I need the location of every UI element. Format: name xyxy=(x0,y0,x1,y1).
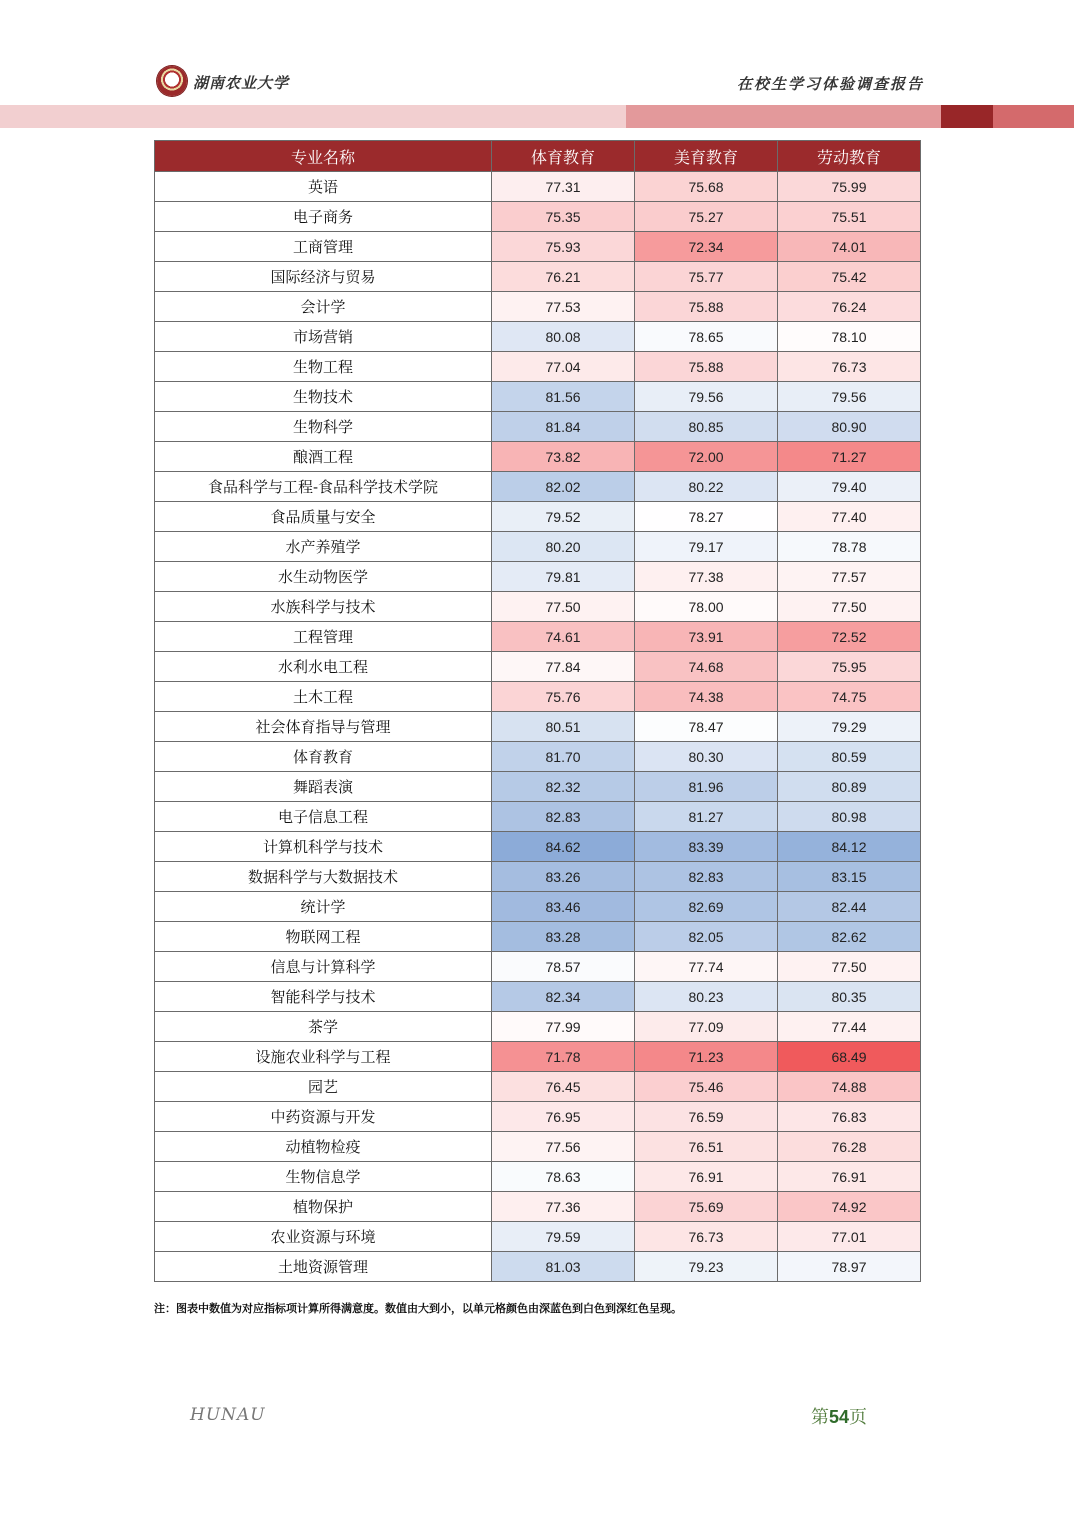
major-name-cell: 数据科学与大数据技术 xyxy=(155,862,492,892)
aesthetic-score-cell: 77.09 xyxy=(635,1012,778,1042)
aesthetic-score-cell: 79.23 xyxy=(635,1252,778,1282)
aesthetic-score-cell: 78.00 xyxy=(635,592,778,622)
table-row xyxy=(155,1222,921,1252)
labor-score-cell: 77.57 xyxy=(778,562,921,592)
university-seal-icon xyxy=(157,66,187,96)
table-row xyxy=(155,442,921,472)
pe-score-cell: 78.57 xyxy=(492,952,635,982)
table-row xyxy=(155,322,921,352)
labor-score-cell: 76.73 xyxy=(778,352,921,382)
table-row xyxy=(155,412,921,442)
table-row xyxy=(155,1072,921,1102)
pe-score-cell: 73.82 xyxy=(492,442,635,472)
labor-score-cell: 76.28 xyxy=(778,1132,921,1162)
aesthetic-score-cell: 82.69 xyxy=(635,892,778,922)
aesthetic-score-cell: 74.68 xyxy=(635,652,778,682)
pe-score-cell: 84.62 xyxy=(492,832,635,862)
pe-score-cell: 77.84 xyxy=(492,652,635,682)
aesthetic-score-cell: 78.47 xyxy=(635,712,778,742)
pe-score-cell: 71.78 xyxy=(492,1042,635,1072)
pe-score-cell: 82.34 xyxy=(492,982,635,1012)
page-number xyxy=(811,1403,867,1429)
major-name-cell: 电子商务 xyxy=(155,202,492,232)
table-row xyxy=(155,802,921,832)
pe-score-cell: 76.45 xyxy=(492,1072,635,1102)
table-row xyxy=(155,232,921,262)
labor-score-cell: 79.40 xyxy=(778,472,921,502)
labor-score-cell: 80.89 xyxy=(778,772,921,802)
aesthetic-score-cell: 76.91 xyxy=(635,1162,778,1192)
table-row xyxy=(155,622,921,652)
major-name-cell: 舞蹈表演 xyxy=(155,772,492,802)
major-name-cell: 水利水电工程 xyxy=(155,652,492,682)
pe-score-cell: 75.35 xyxy=(492,202,635,232)
aesthetic-score-cell: 79.17 xyxy=(635,532,778,562)
aesthetic-score-cell: 75.69 xyxy=(635,1192,778,1222)
major-name-cell: 中药资源与开发 xyxy=(155,1102,492,1132)
major-name-cell: 社会体育指导与管理 xyxy=(155,712,492,742)
pe-score-cell: 76.95 xyxy=(492,1102,635,1132)
page-number-value: 54 xyxy=(829,1407,850,1427)
table-row xyxy=(155,982,921,1012)
labor-score-cell: 74.88 xyxy=(778,1072,921,1102)
aesthetic-score-cell: 75.88 xyxy=(635,292,778,322)
table-row xyxy=(155,712,921,742)
aesthetic-score-cell: 80.85 xyxy=(635,412,778,442)
labor-score-cell: 83.15 xyxy=(778,862,921,892)
pe-score-cell: 83.46 xyxy=(492,892,635,922)
pe-score-cell: 82.83 xyxy=(492,802,635,832)
pe-score-cell: 79.52 xyxy=(492,502,635,532)
table-note: 注：图表中数值为对应指标项计算所得满意度。数值由大到小，以单元格颜色由深蓝色到白色到深红色呈现。 xyxy=(154,1302,682,1315)
major-name-cell: 计算机科学与技术 xyxy=(155,832,492,862)
aesthetic-score-cell: 75.46 xyxy=(635,1072,778,1102)
pe-score-cell: 75.76 xyxy=(492,682,635,712)
table-row xyxy=(155,922,921,952)
pe-score-cell: 79.81 xyxy=(492,562,635,592)
major-name-cell: 设施农业科学与工程 xyxy=(155,1042,492,1072)
labor-score-cell: 75.95 xyxy=(778,652,921,682)
aesthetic-score-cell: 73.91 xyxy=(635,622,778,652)
pe-score-cell: 77.53 xyxy=(492,292,635,322)
labor-score-cell: 72.52 xyxy=(778,622,921,652)
major-name-cell: 土木工程 xyxy=(155,682,492,712)
table-row xyxy=(155,292,921,322)
pe-score-cell: 77.04 xyxy=(492,352,635,382)
pe-score-cell: 81.56 xyxy=(492,382,635,412)
table-row xyxy=(155,862,921,892)
pe-score-cell: 76.21 xyxy=(492,262,635,292)
pe-score-cell: 75.93 xyxy=(492,232,635,262)
aesthetic-score-cell: 75.88 xyxy=(635,352,778,382)
aesthetic-score-cell: 76.51 xyxy=(635,1132,778,1162)
table-row xyxy=(155,352,921,382)
major-name-cell: 工程管理 xyxy=(155,622,492,652)
header-major-name: 专业名称 xyxy=(155,141,492,172)
aesthetic-score-cell: 78.65 xyxy=(635,322,778,352)
satisfaction-heatmap-table xyxy=(154,140,921,1282)
labor-score-cell: 82.62 xyxy=(778,922,921,952)
major-name-cell: 统计学 xyxy=(155,892,492,922)
pe-score-cell: 81.70 xyxy=(492,742,635,772)
pe-score-cell: 83.28 xyxy=(492,922,635,952)
table-row xyxy=(155,1192,921,1222)
labor-score-cell: 77.50 xyxy=(778,952,921,982)
page-suffix: 页 xyxy=(849,1407,868,1428)
header-band-mid xyxy=(626,105,941,128)
pe-score-cell: 77.50 xyxy=(492,592,635,622)
major-name-cell: 土地资源管理 xyxy=(155,1252,492,1282)
aesthetic-score-cell: 80.30 xyxy=(635,742,778,772)
labor-score-cell: 75.42 xyxy=(778,262,921,292)
aesthetic-score-cell: 74.38 xyxy=(635,682,778,712)
labor-score-cell: 77.50 xyxy=(778,592,921,622)
aesthetic-score-cell: 71.23 xyxy=(635,1042,778,1072)
pe-score-cell: 78.63 xyxy=(492,1162,635,1192)
aesthetic-score-cell: 79.56 xyxy=(635,382,778,412)
table-row xyxy=(155,682,921,712)
aesthetic-score-cell: 75.68 xyxy=(635,172,778,202)
header-band-light xyxy=(0,105,626,128)
pe-score-cell: 80.08 xyxy=(492,322,635,352)
aesthetic-score-cell: 78.27 xyxy=(635,502,778,532)
table-row xyxy=(155,262,921,292)
table-row xyxy=(155,502,921,532)
page-header xyxy=(0,0,1074,130)
labor-score-cell: 71.27 xyxy=(778,442,921,472)
labor-score-cell: 80.98 xyxy=(778,802,921,832)
table-row xyxy=(155,1252,921,1282)
table-row xyxy=(155,472,921,502)
pe-score-cell: 81.84 xyxy=(492,412,635,442)
pe-score-cell: 77.56 xyxy=(492,1132,635,1162)
pe-score-cell: 77.31 xyxy=(492,172,635,202)
labor-score-cell: 74.75 xyxy=(778,682,921,712)
major-name-cell: 水生动物医学 xyxy=(155,562,492,592)
table-row xyxy=(155,382,921,412)
table-row xyxy=(155,1132,921,1162)
major-name-cell: 会计学 xyxy=(155,292,492,322)
labor-score-cell: 74.92 xyxy=(778,1192,921,1222)
aesthetic-score-cell: 77.74 xyxy=(635,952,778,982)
major-name-cell: 食品科学与工程-食品科学技术学院 xyxy=(155,472,492,502)
labor-score-cell: 77.44 xyxy=(778,1012,921,1042)
aesthetic-score-cell: 80.22 xyxy=(635,472,778,502)
pe-score-cell: 80.20 xyxy=(492,532,635,562)
table-row xyxy=(155,1162,921,1192)
labor-score-cell: 80.59 xyxy=(778,742,921,772)
major-name-cell: 电子信息工程 xyxy=(155,802,492,832)
labor-score-cell: 74.01 xyxy=(778,232,921,262)
labor-score-cell: 76.83 xyxy=(778,1102,921,1132)
labor-score-cell: 79.56 xyxy=(778,382,921,412)
labor-score-cell: 78.97 xyxy=(778,1252,921,1282)
labor-score-cell: 84.12 xyxy=(778,832,921,862)
labor-score-cell: 78.78 xyxy=(778,532,921,562)
major-name-cell: 生物信息学 xyxy=(155,1162,492,1192)
report-title: 在校生学习体验调查报告 xyxy=(736,75,924,93)
header-labor: 劳动教育 xyxy=(778,141,921,172)
major-name-cell: 食品质量与安全 xyxy=(155,502,492,532)
aesthetic-score-cell: 72.34 xyxy=(635,232,778,262)
major-name-cell: 英语 xyxy=(155,172,492,202)
labor-score-cell: 76.24 xyxy=(778,292,921,322)
labor-score-cell: 75.51 xyxy=(778,202,921,232)
labor-score-cell: 80.90 xyxy=(778,412,921,442)
aesthetic-score-cell: 76.59 xyxy=(635,1102,778,1132)
major-name-cell: 茶学 xyxy=(155,1012,492,1042)
major-name-cell: 水产养殖学 xyxy=(155,532,492,562)
major-name-cell: 生物工程 xyxy=(155,352,492,382)
table-row xyxy=(155,1012,921,1042)
aesthetic-score-cell: 75.77 xyxy=(635,262,778,292)
pe-score-cell: 77.99 xyxy=(492,1012,635,1042)
labor-score-cell: 76.91 xyxy=(778,1162,921,1192)
header-pe: 体育教育 xyxy=(492,141,635,172)
major-name-cell: 体育教育 xyxy=(155,742,492,772)
major-name-cell: 园艺 xyxy=(155,1072,492,1102)
header-band-red xyxy=(993,105,1074,128)
aesthetic-score-cell: 76.73 xyxy=(635,1222,778,1252)
header-aesthetic: 美育教育 xyxy=(635,141,778,172)
pe-score-cell: 79.59 xyxy=(492,1222,635,1252)
school-name: 湖南农业大学 xyxy=(193,74,290,92)
pe-score-cell: 80.51 xyxy=(492,712,635,742)
page-prefix: 第 xyxy=(811,1407,829,1428)
pe-score-cell: 82.02 xyxy=(492,472,635,502)
aesthetic-score-cell: 81.27 xyxy=(635,802,778,832)
major-name-cell: 生物科学 xyxy=(155,412,492,442)
labor-score-cell: 79.29 xyxy=(778,712,921,742)
major-name-cell: 动植物检疫 xyxy=(155,1132,492,1162)
table-row xyxy=(155,832,921,862)
labor-score-cell: 77.01 xyxy=(778,1222,921,1252)
header-band-dark xyxy=(941,105,993,128)
table-row xyxy=(155,532,921,562)
table-row xyxy=(155,892,921,922)
aesthetic-score-cell: 75.27 xyxy=(635,202,778,232)
aesthetic-score-cell: 82.05 xyxy=(635,922,778,952)
table-row xyxy=(155,652,921,682)
pe-score-cell: 82.32 xyxy=(492,772,635,802)
table-row xyxy=(155,172,921,202)
major-name-cell: 农业资源与环境 xyxy=(155,1222,492,1252)
table-row xyxy=(155,562,921,592)
labor-score-cell: 77.40 xyxy=(778,502,921,532)
major-name-cell: 植物保护 xyxy=(155,1192,492,1222)
table-row xyxy=(155,1042,921,1072)
table-row xyxy=(155,202,921,232)
aesthetic-score-cell: 82.83 xyxy=(635,862,778,892)
pe-score-cell: 81.03 xyxy=(492,1252,635,1282)
major-name-cell: 信息与计算科学 xyxy=(155,952,492,982)
aesthetic-score-cell: 80.23 xyxy=(635,982,778,1012)
major-name-cell: 酿酒工程 xyxy=(155,442,492,472)
major-name-cell: 工商管理 xyxy=(155,232,492,262)
aesthetic-score-cell: 83.39 xyxy=(635,832,778,862)
major-name-cell: 市场营销 xyxy=(155,322,492,352)
aesthetic-score-cell: 77.38 xyxy=(635,562,778,592)
major-name-cell: 水族科学与技术 xyxy=(155,592,492,622)
labor-score-cell: 68.49 xyxy=(778,1042,921,1072)
table-row xyxy=(155,772,921,802)
major-name-cell: 物联网工程 xyxy=(155,922,492,952)
labor-score-cell: 82.44 xyxy=(778,892,921,922)
aesthetic-score-cell: 81.96 xyxy=(635,772,778,802)
major-name-cell: 生物技术 xyxy=(155,382,492,412)
footer-logo-text: HUNAU xyxy=(190,1405,266,1425)
labor-score-cell: 78.10 xyxy=(778,322,921,352)
major-name-cell: 智能科学与技术 xyxy=(155,982,492,1012)
labor-score-cell: 75.99 xyxy=(778,172,921,202)
pe-score-cell: 77.36 xyxy=(492,1192,635,1222)
table-header-row xyxy=(155,141,921,172)
pe-score-cell: 83.26 xyxy=(492,862,635,892)
labor-score-cell: 80.35 xyxy=(778,982,921,1012)
table-row xyxy=(155,742,921,772)
major-name-cell: 国际经济与贸易 xyxy=(155,262,492,292)
table-row xyxy=(155,1102,921,1132)
table-row xyxy=(155,592,921,622)
table-row xyxy=(155,952,921,982)
pe-score-cell: 74.61 xyxy=(492,622,635,652)
aesthetic-score-cell: 72.00 xyxy=(635,442,778,472)
